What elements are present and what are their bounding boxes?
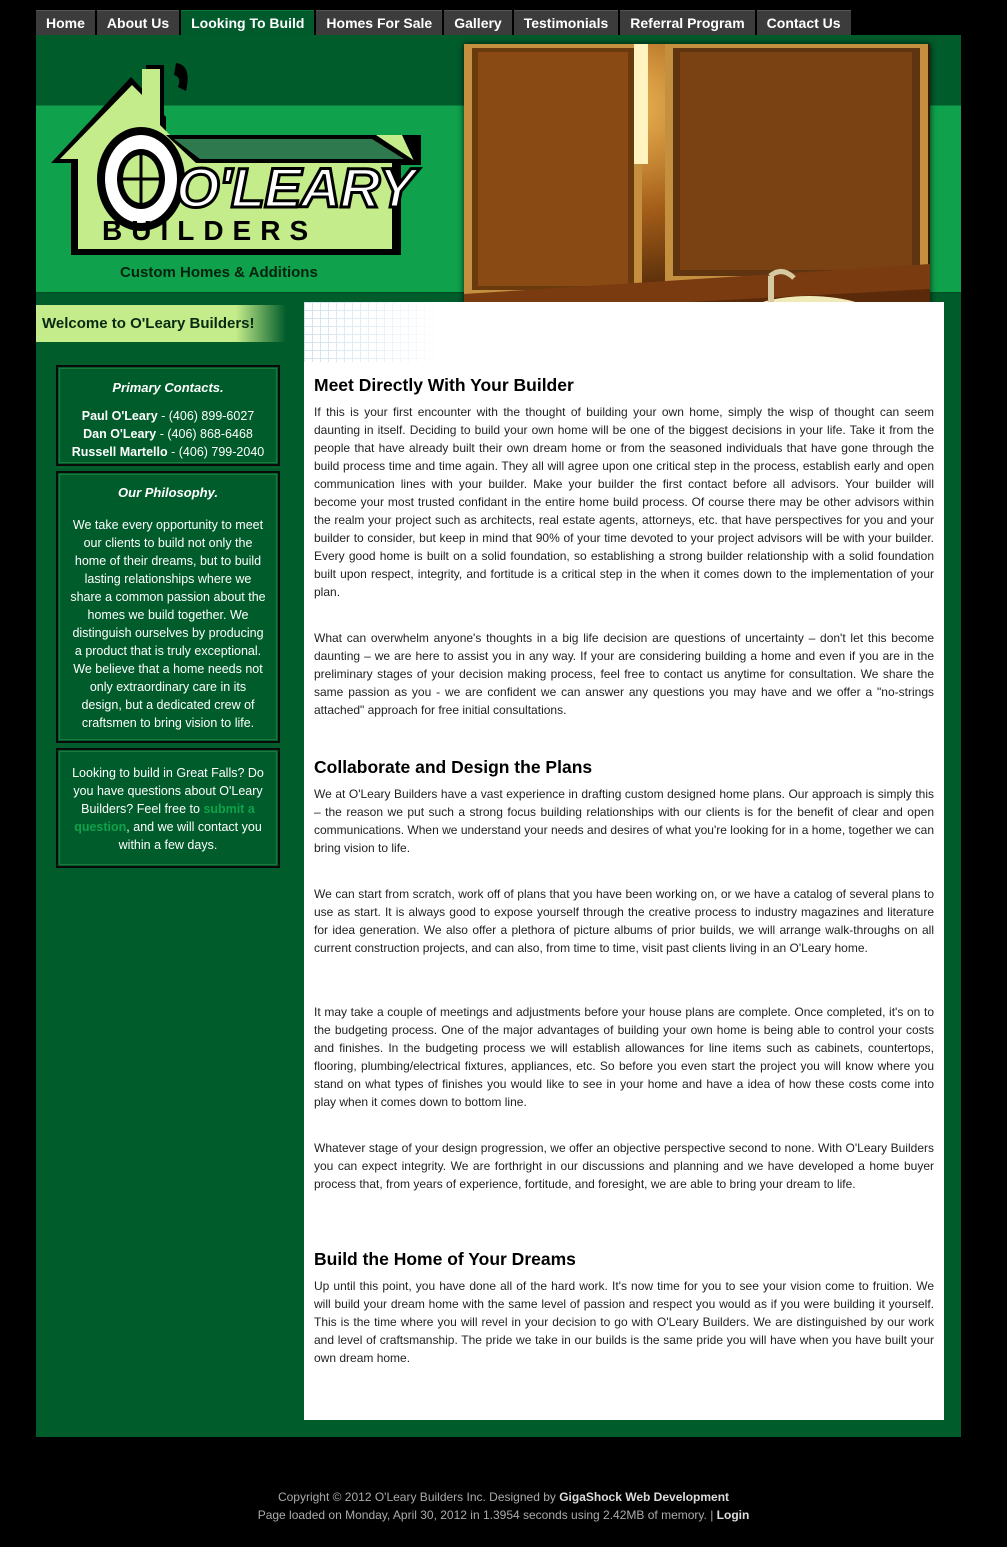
contact-row (58, 445, 278, 459)
philosophy-text: We take every opportunity to meet our clients to build not only the home of their dreams, but to build lasting relationships where we share a common passion about the homes we build together. We distinguish ourselves by producing a product that is truly exceptional. We believe that a home needs not only extraordinary care in its design, but a dedicated crew of craftsmen to bring vision to life. (70, 518, 266, 730)
paragraph: Up until this point, you have done all of the hard work. It's now time for you to see your vision come to fruition. We will build your dream home with the same level of passion and respect you would as if you were building it yourself. This is the time where you will revel in your decision to go with O'Leary Builders. We are distinguished by our work and level of craftsmanship. The pride we take in our builds is the same pride you will have when you have built your own dream home. (314, 1279, 934, 1365)
logo-word-oleary: O'LEARY (176, 156, 415, 219)
paragraph: What can overwhelm anyone's thoughts in a big life decision are questions of uncertainty – don't let this become daunting – we are here to assist you in any way. If your are considering building a home and even if you are in the preliminary stages of your decision making process, feel free to contact us anytime for consultation. We share the same passion as you - we are confident we can answer any questions you may have and we offer a "no-strings attached" approach for free initial consultations. (314, 631, 934, 717)
heading-build-dream-home: Build the Home of Your Dreams (314, 1249, 576, 1269)
nav-tab-referral-program[interactable]: Referral Program (620, 10, 754, 36)
paragraph: If this is your first encounter with the thought of building your own home, simply the wisp of thought can seem daunting in itself. Deciding to build your own home will be one of the biggest decisions in your life. Take it from the people that have already built their own dream home or from the seasoned individuals that have gone through the build process time and time again. They all will agree upon one critical step in the process, establish early and open communication lines with your builder. Make your builder the first contact before all advisors. Your builder will become your most trusted confidant in the entire home build process. Of course there may be other advisors within the realm your project such as architects, real estate agents, attorneys, etc. that have perspectives for you and your builder to consider, but keep in mind that 90% of your time devoted to your project advisors will be with your builder. Every good home is built on a solid foundation, so establishing a strong builder relationship with a solid foundation built upon respect, integrity, and fortitude is a critical step in the when it comes down to the implementation of your plan. (314, 405, 934, 599)
philosophy-heading: Our Philosophy. (118, 485, 218, 500)
pageload-text: Page loaded on Monday, April 30, 2012 in 1.3954 seconds using 2.42MB of memory. | (257, 1508, 717, 1522)
heading-collaborate-design: Collaborate and Design the Plans (314, 757, 593, 777)
paragraph: Whatever stage of your design progression, we offer an objective perspective second to none. With O'Leary Builders you can expect integrity. We are forthright in our discussions and planning and we have developed a home buyer process that, from years of experience, fortitude, and foresight, we are able to bring your dream to life. (314, 1141, 934, 1191)
cta-text (70, 764, 266, 854)
heading-meet-builder: Meet Directly With Your Builder (314, 375, 574, 395)
nav-tab-testimonials[interactable]: Testimonials (514, 10, 619, 36)
contact-phone: - (406) 899-6027 (157, 409, 255, 423)
contact-name: Russell Martello (71, 445, 168, 459)
cta-text-after: , and we will contact you within a few days. (118, 820, 262, 852)
copyright-text: Copyright © 2012 O'Leary Builders Inc. Designed by (277, 1490, 560, 1504)
question-cta-box (56, 748, 280, 868)
tagline: Custom Homes & Additions (120, 264, 318, 281)
contact-row (58, 409, 278, 423)
welcome-banner: Welcome to O'Leary Builders! (36, 305, 286, 342)
nav-tab-homes-for-sale[interactable]: Homes For Sale (316, 10, 442, 36)
contact-phone: - (406) 868-6468 (156, 427, 253, 441)
submit-question-link[interactable]: submit a question (74, 802, 255, 834)
nav-tab-gallery[interactable]: Gallery (444, 10, 511, 36)
contacts-heading: Primary Contacts. (112, 380, 224, 395)
designer-link[interactable]: GigaShock Web Development (559, 1490, 730, 1504)
contact-phone: - (406) 799-2040 (167, 445, 265, 459)
contact-name: Paul O'Leary (81, 409, 158, 423)
footer (0, 1488, 1007, 1524)
contact-name: Dan O'Leary (83, 427, 157, 441)
paragraph: It may take a couple of meetings and adjustments before your house plans are complete. Once completed, it's on to the budgeting process. One of the major advantages of building your own home is being able to control your costs and finishes. In the budgeting process we will establish allowances for line items such as cabinets, countertops, flooring, plumbing/electrical fixtures, appliances, etc. So before you even start the project you will know where you stand on what types of finishes you would like to see in your home and have a idea of how these costs come into play when it comes down to bottom line. (314, 1005, 934, 1109)
grid-decoration (304, 302, 444, 362)
primary-contacts-box (56, 365, 280, 466)
oleary-builders-logo[interactable] (46, 55, 426, 265)
footer-pageload (0, 1506, 1007, 1524)
logo-word-builders: BUILDERS (102, 215, 318, 246)
main-content (304, 302, 944, 1420)
login-link[interactable]: Login (716, 1508, 750, 1522)
philosophy-box (56, 471, 280, 743)
nav-tab-home[interactable]: Home (36, 10, 95, 36)
footer-copyright (0, 1488, 1007, 1506)
paragraph: We can start from scratch, work off of plans that you have been working on, or we have a catalog of several plans to use as start. It is always good to expose yourself through the creative process to industry magazines and literature for idea generation. We also offer a plethora of picture albums of prior builds, we will arrange walk-throughs on all current construction projects, and can also, from time to time, visit past clients living in an O'Leary home. (314, 887, 934, 955)
top-nav (36, 10, 851, 35)
paragraph: We at O'Leary Builders have a vast experience in drafting custom designed home plans. Our approach is simply this – the reason we put such a strong focus building relationships with our clients is for the benefit of clear and open communications. When we understand your needs and desires of what you're looking for in a home, together we can bring vision to life. (314, 787, 934, 855)
contact-row (58, 427, 278, 441)
nav-tab-about-us[interactable]: About Us (97, 10, 179, 36)
nav-tab-looking-to-build[interactable]: Looking To Build (181, 10, 314, 36)
nav-tab-contact-us[interactable]: Contact Us (757, 10, 851, 36)
cta-text-before: Looking to build in Great Falls? Do you have questions about O'Leary Builders? Feel free to (72, 766, 264, 816)
